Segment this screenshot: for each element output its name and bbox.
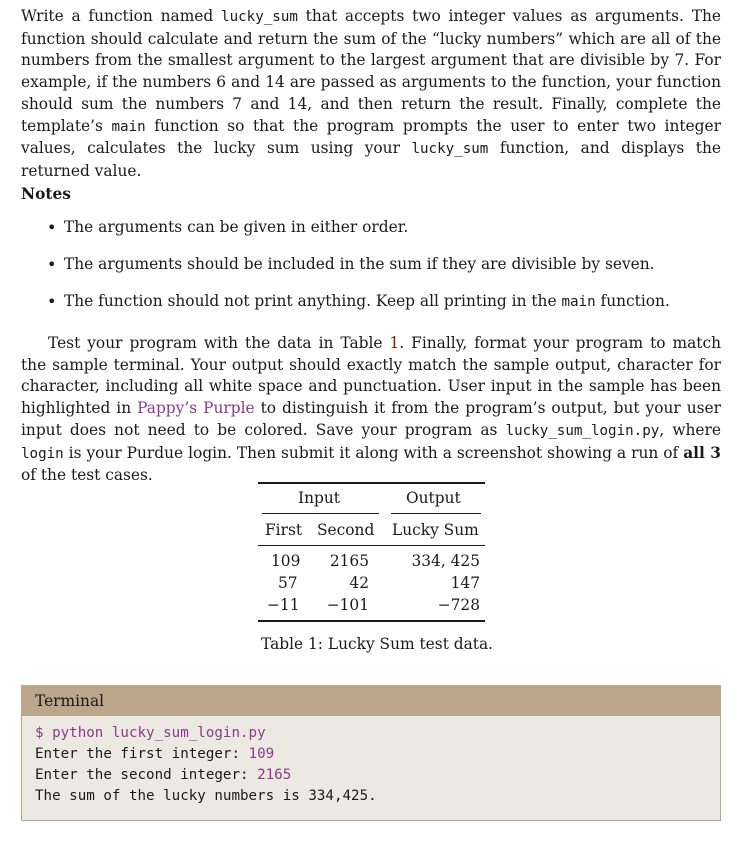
input-cmidrule (262, 513, 379, 514)
intro-text: function, and displays the returned value. (21, 139, 722, 180)
code-lucky-sum: lucky_sum (221, 9, 298, 25)
header-lucky-sum: Lucky Sum (392, 521, 479, 539)
note-item (40, 217, 720, 254)
note-text: The arguments can be given in either order. (64, 218, 409, 236)
output-cmidrule (391, 513, 481, 514)
cell-second: −101 (326, 596, 369, 614)
terminal-prompt: Enter the first integer: (35, 746, 249, 762)
terminal-user-input: 109 (248, 746, 275, 762)
test-text: is your Purdue login. Then submit it along with a screenshot showing a run of (63, 443, 684, 462)
table-top-rule (258, 482, 485, 484)
table-mid-rule (258, 545, 485, 546)
pappys-purple-text: Pappy’s Purple (137, 399, 255, 418)
bullet-icon: • (47, 218, 57, 237)
test-text: to distinguish it from the program’s output, but your user input does not need to be colored. Save your program as (21, 399, 721, 439)
cell-first: −11 (267, 596, 300, 614)
intro-text: that accepts two integer values as arguments. The function should calculate and return the sum of the “lucky numbers” which are all of the numbers from the smallest argument to the largest argument that are divisible by 7. For example, if the numbers 6 and 14 are passed as arguments to the function, your function should sum the numbers 7 and 14, and then return the result. Finally, complete the template’s (21, 7, 721, 135)
cell-lucky-sum: −728 (437, 596, 480, 614)
code-login: login (21, 445, 64, 462)
terminal-result: The sum of the lucky numbers is 334,425. (35, 788, 377, 804)
cell-first: 109 (271, 552, 301, 570)
test-text: , where (659, 420, 721, 439)
test-text: of the test cases. (21, 466, 153, 485)
cell-second: 2165 (329, 552, 369, 570)
intro-text: function so that the program prompts the user to enter two integer values, calculates the lucky sum using your (21, 116, 721, 158)
table-caption: Table 1: Lucky Sum test data. (261, 635, 494, 653)
header-first: First (265, 521, 303, 539)
header-input: Input (298, 489, 340, 507)
note-item (40, 291, 720, 328)
cell-lucky-sum: 334, 425 (411, 552, 480, 570)
notes-list (40, 217, 720, 328)
bullet-icon: • (47, 255, 57, 274)
terminal-box (21, 685, 721, 821)
code-lucky-sum: lucky_sum (411, 141, 489, 158)
test-text: . Finally, format your program to match the sample terminal. Your output should exactly match the sample output, character for character, including all white space and punctuation. User input in the sample has been highlighted in (21, 334, 722, 418)
terminal-title: Terminal (22, 686, 720, 716)
cell-first: 57 (278, 574, 298, 592)
note-text: function. (595, 292, 670, 310)
header-output: Output (406, 489, 461, 507)
table-reference-link[interactable]: 1 (389, 334, 400, 352)
terminal-user-input: 2165 (257, 767, 292, 783)
note-item (40, 254, 720, 291)
terminal-output (22, 716, 720, 807)
code-main: main (111, 118, 146, 135)
table-bottom-rule (258, 620, 485, 622)
intro-text: Write a function named (21, 7, 222, 25)
bold-all-3: all 3 (683, 443, 722, 462)
code-main: main (561, 294, 596, 310)
terminal-prompt: Enter the second integer: (35, 767, 258, 783)
code-filename: lucky_sum_login.py (505, 422, 660, 439)
test-paragraph (21, 333, 721, 487)
terminal-line (35, 765, 720, 786)
bullet-icon: • (47, 292, 57, 311)
terminal-line (35, 744, 720, 765)
terminal-command: $ python lucky_sum_login.py (35, 725, 266, 741)
test-text: Test your program with the data in Table (48, 334, 390, 352)
header-second: Second (317, 521, 375, 539)
cell-lucky-sum: 147 (450, 574, 480, 592)
note-text: The arguments should be included in the sum if they are divisible by seven. (64, 255, 655, 273)
intro-paragraph (21, 6, 721, 183)
notes-heading: Notes (21, 185, 71, 203)
note-text: The function should not print anything. Keep all printing in the (64, 292, 562, 310)
cell-second: 42 (349, 574, 369, 592)
